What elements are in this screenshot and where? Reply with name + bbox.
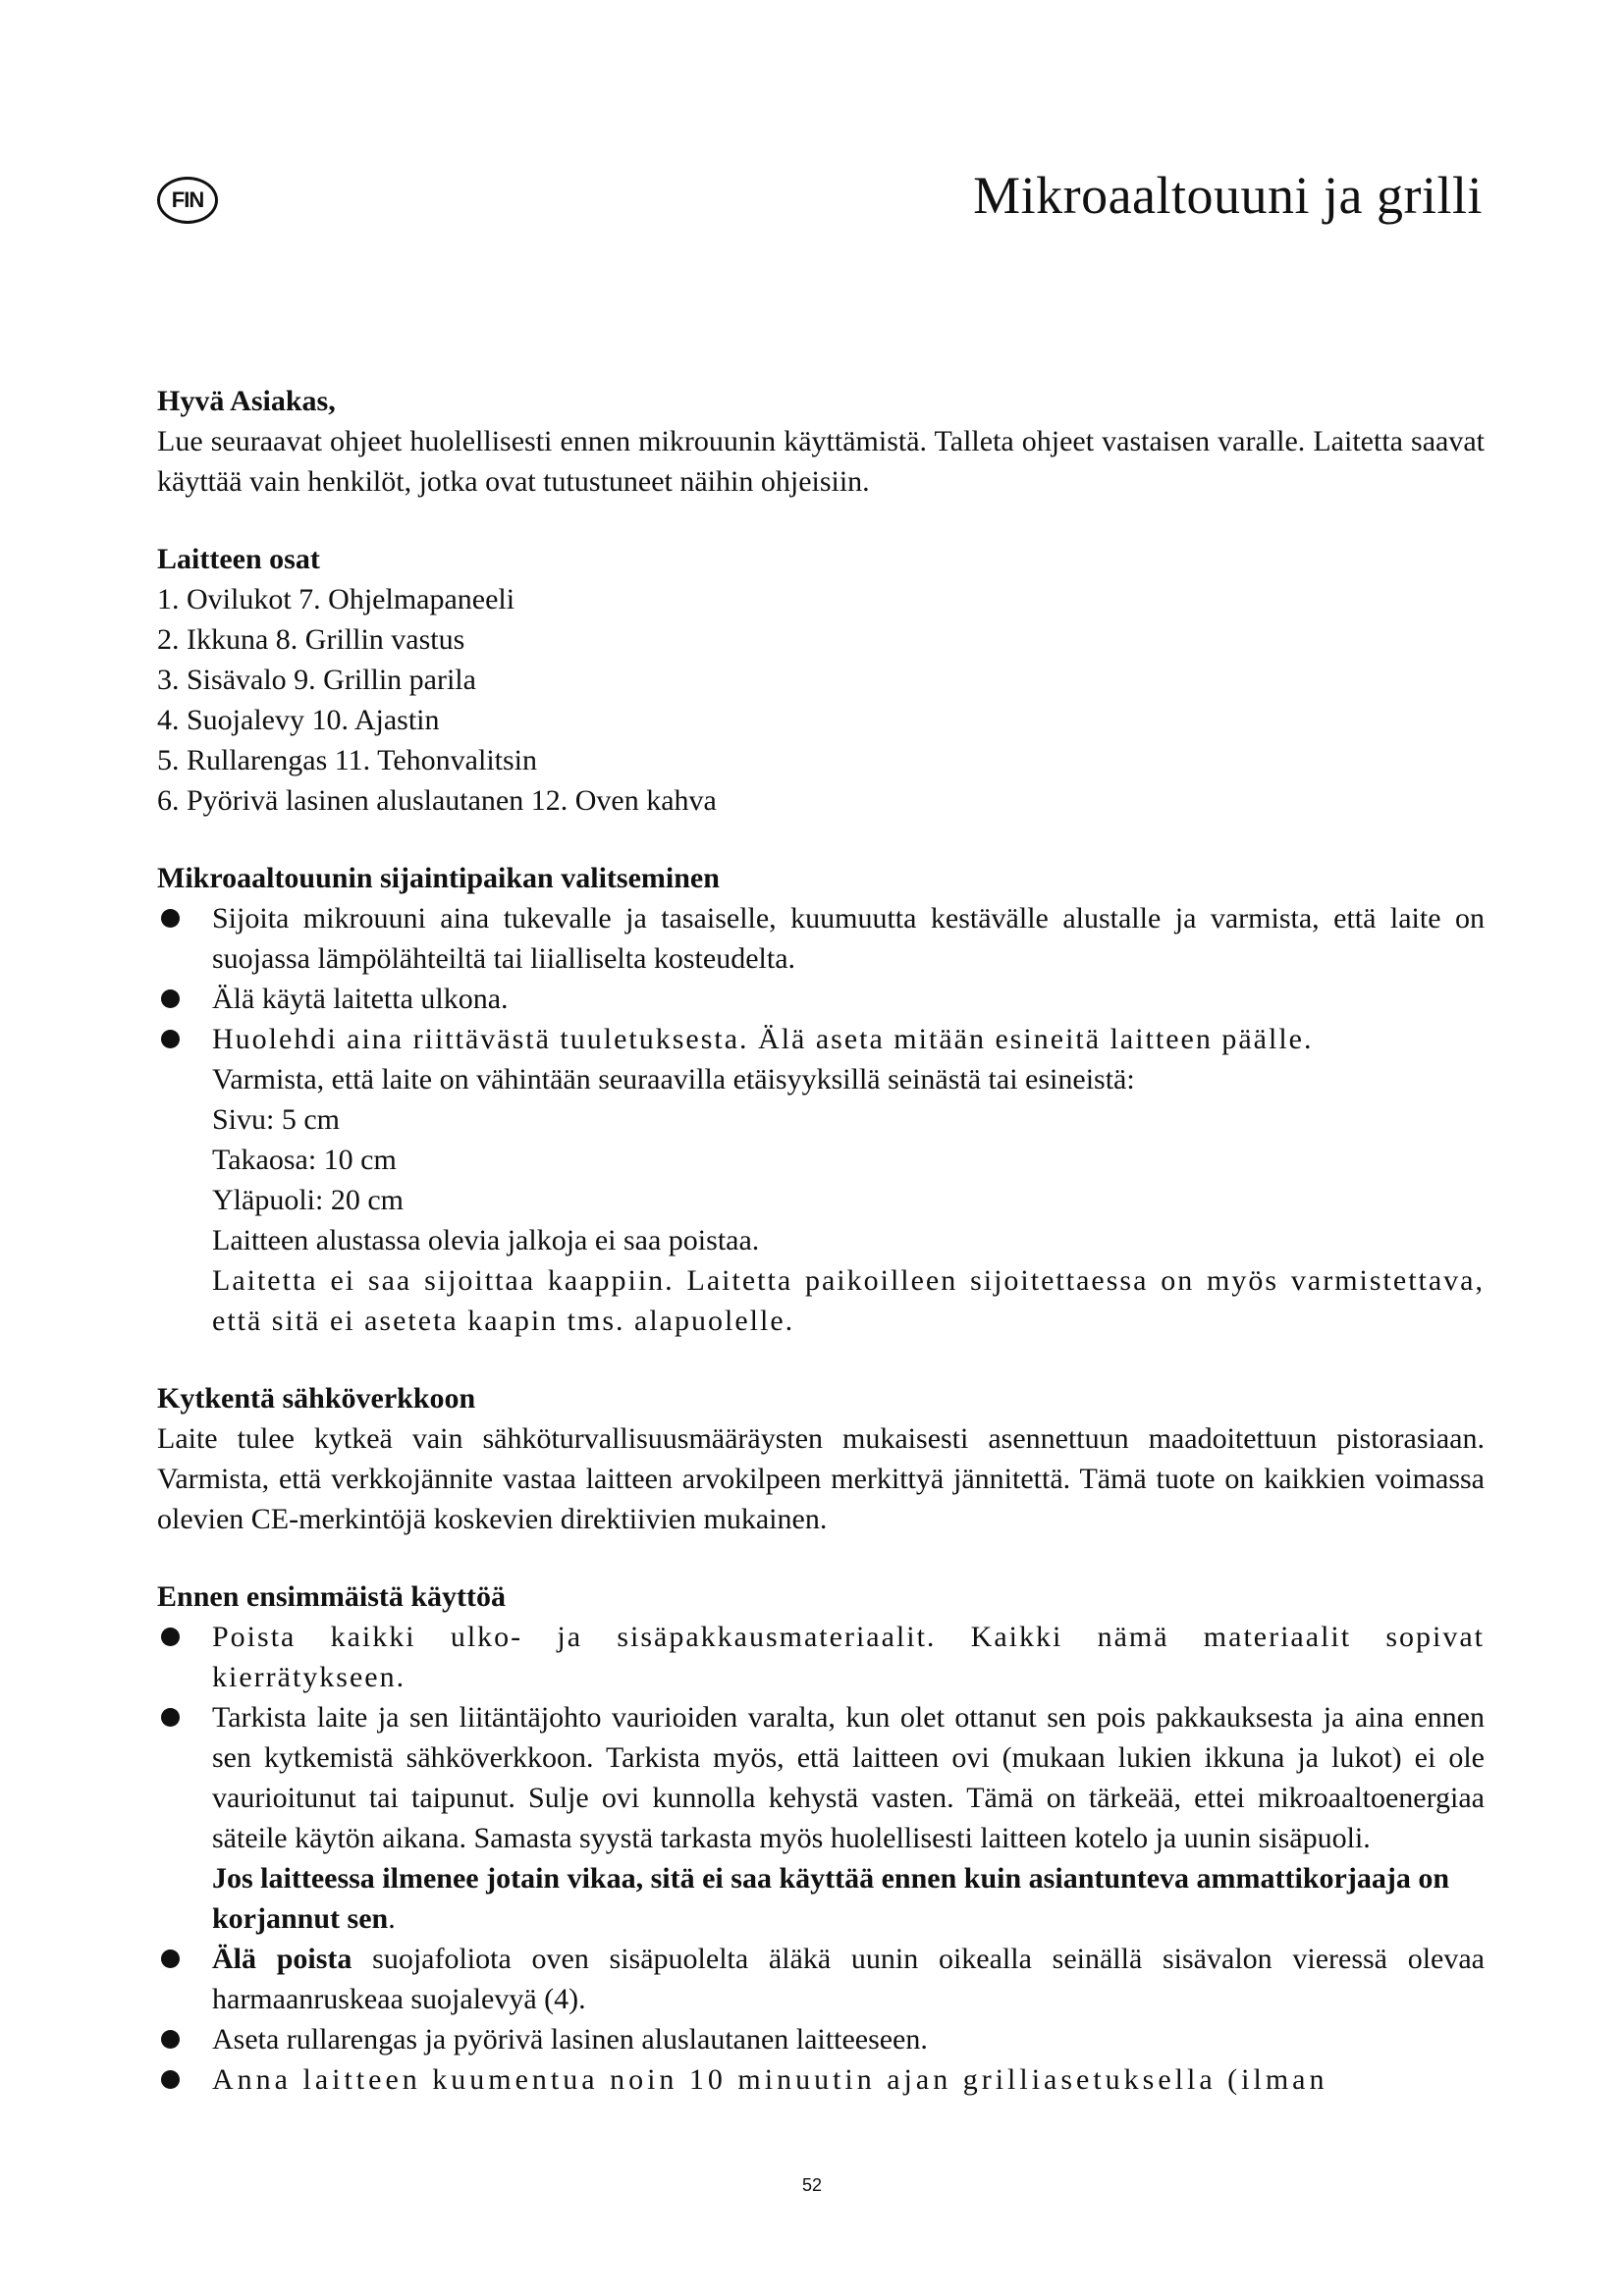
list-item	[157, 1697, 1485, 1939]
bullet-icon	[161, 989, 180, 1008]
parts-heading: Laitteen osat	[157, 543, 320, 575]
list-item	[157, 1019, 1485, 1341]
list-item-text: Laitetta ei saa sijoittaa kaappiin. Laitetta paikoilleen sijoitettaessa on myös varmistettava, että sitä ei aseteta kaapin tms. alapuolelle.	[212, 1264, 1485, 1337]
parts-section	[157, 539, 1485, 821]
list-item-text: Älä käytä laitetta ulkona.	[212, 983, 509, 1015]
bullet-icon	[161, 1628, 180, 1646]
bullet-icon	[161, 909, 180, 928]
list-item-text: Poista kaikki ulko- ja sisäpakkausmateriaalit. Kaikki nämä materiaalit sopivat kierrätykseen.	[212, 1621, 1485, 1693]
warning-text-end: .	[388, 1902, 396, 1935]
intro-heading: Hyvä Asiakas,	[157, 385, 336, 417]
list-item-text: suojafoliota oven sisäpuolelta äläkä uunin oikealla seinällä sisävalon vieressä olevaa harmaanruskeaa suojalevyä (4).	[212, 1943, 1485, 2015]
list-item-text: Anna laitteen kuumentua noin 10 minuutin ajan grilliasetuksella (ilman	[212, 2063, 1328, 2096]
list-item-line: Takaosa: 10 cm	[212, 1144, 397, 1176]
list-item-text: Tarkista laite ja sen liitäntäjohto vaurioiden varalta, kun olet ottanut sen pois pakkauksesta ja aina ennen sen kytkemistä sähköverkkoon. Tarkista myös, että laitteen ovi (mukaan lukien ikkuna ja lukot) ei ole vaurioitunut tai taipunut. Sulje ovi kunnolla kehystä vasten. Tämä on tärkeää, ettei mikroaaltoenergiaa säteile käytön aikana. Samasta syystä tarkasta myös huolellisesti laitteen kotelo ja uunin sisäpuoli.	[212, 1701, 1485, 1854]
warning-text: Jos laitteessa ilmenee jotain vikaa, sitä ei saa käyttää ennen kuin asiantunteva ammattikorjaaja on korjannut sen	[212, 1862, 1449, 1935]
bullet-icon	[161, 1949, 180, 1968]
bullet-icon	[161, 1708, 180, 1727]
list-item-text: Sijoita mikrouuni aina tukevalle ja tasaiselle, kuumuutta kestävälle alustalle ja varmista, että laite on suojassa lämpölähteiltä tai liialliselta kosteudelta.	[212, 902, 1485, 975]
bullet-icon	[161, 2070, 180, 2089]
location-heading: Mikroaaltouunin sijaintipaikan valitseminen	[157, 862, 720, 894]
parts-item: 4. Suojalevy 10. Ajastin	[157, 704, 440, 736]
list-item	[157, 2019, 1485, 2059]
list-item	[157, 2059, 1485, 2100]
location-list	[157, 898, 1485, 1341]
page-number: 52	[801, 2175, 823, 2195]
page-title: Mikroaaltouuni ja grilli	[973, 166, 1483, 225]
list-item-line: Laitteen alustassa olevia jalkoja ei saa poistaa.	[212, 1224, 760, 1256]
parts-item: 2. Ikkuna 8. Grillin vastus	[157, 623, 465, 656]
list-item-emphasis: Älä poista	[212, 1943, 352, 1975]
list-item	[157, 898, 1485, 979]
list-item-line: Sivu: 5 cm	[212, 1103, 341, 1136]
list-item-line: Yläpuoli: 20 cm	[212, 1184, 404, 1216]
first-use-heading: Ennen ensimmäistä käyttöä	[157, 1580, 507, 1613]
location-section	[157, 858, 1485, 1341]
first-use-list	[157, 1617, 1485, 2100]
list-item	[157, 979, 1485, 1019]
document-body	[157, 381, 1485, 2137]
language-badge: FIN	[157, 177, 218, 224]
list-item-text: Aseta rullarengas ja pyörivä lasinen aluslautanen laitteeseen.	[212, 2023, 928, 2056]
list-item-line: Varmista, että laite on vähintään seuraavilla etäisyyksillä seinästä tai esineistä:	[212, 1063, 1135, 1095]
parts-item: 5. Rullarengas 11. Tehonvalitsin	[157, 744, 538, 776]
page-header	[157, 165, 1483, 243]
first-use-section	[157, 1576, 1485, 2100]
bullet-icon	[161, 2030, 180, 2049]
intro-section	[157, 381, 1485, 502]
list-item	[157, 1939, 1485, 2019]
intro-text: Lue seuraavat ohjeet huolellisesti ennen mikrouunin käyttämistä. Talleta ohjeet vastaisen varalle. Laitetta saavat käyttää vain henkilöt, jotka ovat tutustuneet näihin ohjeisiin.	[157, 425, 1485, 498]
bullet-icon	[161, 1030, 180, 1048]
parts-item: 3. Sisävalo 9. Grillin parila	[157, 664, 476, 696]
connection-heading: Kytkentä sähköverkkoon	[157, 1382, 476, 1415]
list-item	[157, 1617, 1485, 1697]
list-item-line: Huolehdi aina riittävästä tuuletuksesta. Älä aseta mitään esineitä laitteen päälle.	[212, 1023, 1314, 1055]
connection-section	[157, 1378, 1485, 1539]
connection-text: Laite tulee kytkeä vain sähköturvallisuusmääräysten mukaisesti asennettuun maadoitettuun pistorasiaan. Varmista, että verkkojännite vastaa laitteen arvokilpeen merkittyä jännitettä. Tämä tuote on kaikkien voimassa olevien CE-merkintöjä koskevien direktiivien mukainen.	[157, 1422, 1485, 1535]
parts-item: 1. Ovilukot 7. Ohjelmapaneeli	[157, 583, 515, 615]
parts-item: 6. Pyörivä lasinen aluslautanen 12. Oven kahva	[157, 784, 717, 817]
